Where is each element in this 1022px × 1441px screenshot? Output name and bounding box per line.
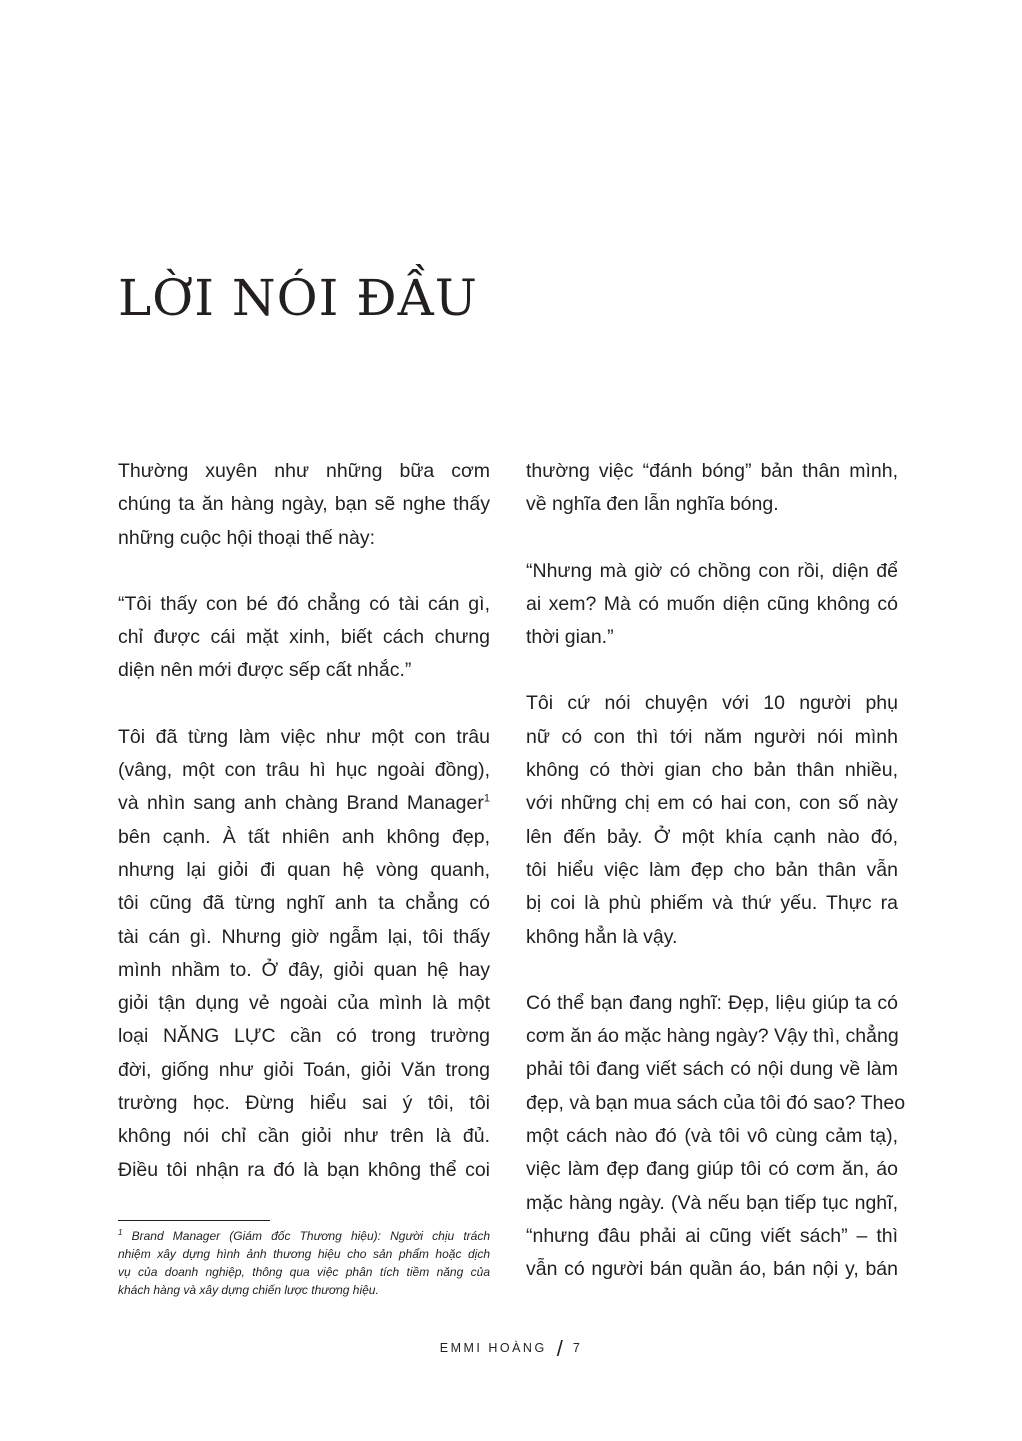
text-line: tài cán gì. Nhưng giờ ngẫm lại, tôi thấy xyxy=(118,925,490,948)
text-line: “Tôi thấy con bé đó chẳng có tài cán gì, xyxy=(118,592,490,615)
page-number: 7 xyxy=(572,1341,583,1355)
text-line: (vâng, một con trâu hì hục ngoài đồng), xyxy=(118,759,490,782)
text-line: trường học. Đừng hiểu sai ý tôi, tôi xyxy=(118,1092,490,1115)
text-line-with-footnote xyxy=(118,787,490,820)
paragraph xyxy=(526,987,906,1287)
text-line: “nhưng đâu phải ai cũng viết sách” – thì xyxy=(526,1224,898,1247)
text-line: việc làm đẹp đang giúp tôi có cơm ăn, áo xyxy=(526,1158,898,1181)
footer-separator: / xyxy=(556,1336,563,1361)
text-line: chúng ta ăn hàng ngày, bạn sẽ nghe thấy xyxy=(118,493,490,516)
text-line: không nói chỉ cần giỏi như trên là đủ. xyxy=(118,1125,490,1148)
text-line: về nghĩa đen lẫn nghĩa bóng. xyxy=(526,493,779,516)
text-line: vẫn có người bán quần áo, bán nội y, bán xyxy=(526,1258,898,1281)
footnote-divider xyxy=(118,1220,270,1221)
text-line: thường việc “đánh bóng” bản thân mình, xyxy=(526,460,898,482)
text-line: một cách nào đó (và tôi vô cùng cảm tạ), xyxy=(526,1125,898,1148)
text-line: diện nên mới được sếp cất nhắc.” xyxy=(118,659,412,682)
text-line: mặc hàng ngày. (Và nếu bạn tiếp tục nghĩ, xyxy=(526,1191,898,1214)
text-line: ai xem? Mà có muốn diện cũng không có xyxy=(526,592,898,615)
text-line: không có thời gian cho bản thân nhiều, xyxy=(526,759,898,782)
footnote-line: khách hàng và xây dựng chiến lược thương hiệu. xyxy=(118,1283,379,1297)
footnote-text: Brand Manager (Giám đốc Thương hiệu): Người chịu trách xyxy=(131,1229,490,1243)
footnote-reference[interactable]: 1 xyxy=(483,792,490,805)
paragraph xyxy=(118,455,490,555)
text-line: đời, giống như giỏi Toán, giỏi Văn trong xyxy=(118,1058,490,1081)
text-line: nhưng lại giỏi đi quan hệ vòng quanh, xyxy=(118,858,490,881)
text-line: chỉ được cái mặt xinh, biết cách chưng xyxy=(118,626,490,649)
paragraph xyxy=(526,687,898,953)
text-line: tôi hiểu việc làm đẹp cho bản thân vẫn xyxy=(526,858,898,881)
footnote-marker: 1 xyxy=(118,1228,123,1237)
right-column xyxy=(526,455,906,1320)
paragraph xyxy=(118,588,490,688)
footnote-line xyxy=(118,1227,490,1245)
text-line: phải tôi đang viết sách có nội dung về làm xyxy=(526,1058,898,1081)
text-line: loại NĂNG LỰC cần có trong trường xyxy=(118,1025,490,1048)
text-line: mình nhầm to. Ở đây, giỏi quan hệ hay xyxy=(118,958,490,981)
left-column xyxy=(118,455,490,1220)
text-line: đẹp, và bạn mua sách của tôi đó sao? Theo xyxy=(526,1091,906,1114)
text-line: Tôi đã từng làm việc như một con trâu xyxy=(118,725,490,748)
text-line: Tôi cứ nói chuyện với 10 người phụ xyxy=(526,692,898,715)
text-line: nữ có con thì tới năm người nói mình xyxy=(526,725,898,748)
text-line: với những chị em có hai con, con số này xyxy=(526,792,898,815)
paragraph xyxy=(526,455,898,522)
author-name: EMMI HOÀNG xyxy=(439,1341,547,1355)
text-line: Thường xuyên như những bữa cơm xyxy=(118,460,490,482)
text-fragment: và nhìn sang anh chàng Brand Manager xyxy=(118,792,484,815)
text-line: cơm ăn áo mặc hàng ngày? Vậy thì, chẳng xyxy=(526,1025,899,1048)
text-line: thời gian.” xyxy=(526,626,614,649)
footnote xyxy=(118,1227,490,1299)
chapter-title: LỜI NÓI ĐẦU xyxy=(118,269,478,327)
footnote-line: vụ của doanh nghiệp, thông qua việc phân tích tiềm năng của xyxy=(118,1265,490,1279)
text-line: giỏi tận dụng vẻ ngoài của mình là một xyxy=(118,992,490,1015)
text-line: tôi cũng đã từng nghĩ anh ta chẳng có xyxy=(118,892,490,915)
paragraph xyxy=(526,555,898,655)
text-line: Điều tôi nhận ra đó là bạn không thể coi xyxy=(118,1158,490,1181)
text-line: những cuộc hội thoại thế này: xyxy=(118,526,375,549)
footnote-line: nhiệm xây dựng hình ảnh thương hiệu cho sản phẩm hoặc dịch xyxy=(118,1247,490,1261)
text-line: không hẳn là vậy. xyxy=(526,925,678,948)
paragraph xyxy=(118,721,490,1187)
text-line: bên cạnh. À tất nhiên anh không đẹp, xyxy=(118,825,490,848)
page-footer xyxy=(0,1336,1022,1362)
text-line: lên đến bảy. Ở một khía cạnh nào đó, xyxy=(526,825,898,848)
text-line: bị coi là phù phiếm và thứ yếu. Thực ra xyxy=(526,892,898,915)
text-line: “Nhưng mà giờ có chồng con rồi, diện để xyxy=(526,559,898,582)
text-line: Có thể bạn đang nghĩ: Đẹp, liệu giúp ta có xyxy=(526,991,898,1014)
